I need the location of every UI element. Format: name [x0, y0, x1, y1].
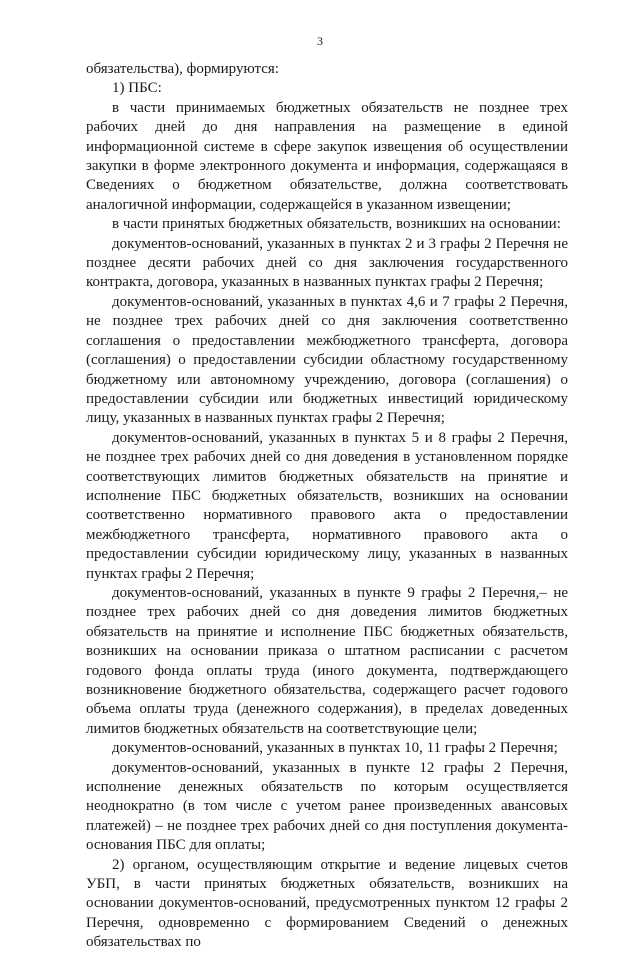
paragraph: в части принятых бюджетных обязательств, возникших на основании: — [112, 216, 561, 233]
paragraph: документов-оснований, указанных в пункте 12 графы 2 Перечня, исполнение денежных обязательств по которым осуществляется неоднократно (в том числе с учетом ранее произведенных авансовых платежей) – не позднее трех рабочих дней со дня поступления документа-основания ПБС для оплаты; — [86, 759, 568, 854]
paragraph: документов-оснований, указанных в пунктах 5 и 8 графы 2 Перечня, не позднее трех рабочих дней со дня доведения в установленном порядке соответствующих лимитов бюджетных обязательств на принятие и исполнение ПБС бюджетных обязательств, возникших на основании соответственно нормативного правового акта о предоставлении межбюджетного трансферта, нормативного правового акта о предоставлении субсидии юридическому лицу, указанных в названных пунктах графы 2 Перечня; — [86, 429, 568, 582]
paragraph: 2) органом, осуществляющим открытие и ведение лицевых счетов УБП, в части принятых бюджетных обязательств, возникших на основании документов-оснований, предусмотренных пунктом 12 графы 2 Перечня, одновременно с формированием Сведений о денежных обязательствах по — [86, 856, 568, 951]
document-body — [86, 60, 568, 953]
page-number: 3 — [317, 34, 323, 48]
paragraph: документов-оснований, указанных в пункте 9 графы 2 Перечня,– не позднее трех рабочих дней со дня доведения лимитов бюджетных обязательств на принятие и исполнение ПБС бюджетных обязательств, возникших на основании приказа о штатном расписании с расчетом годового фонда оплаты труда (иного документа, подтверждающего возникновение бюджетного обязательства, содержащего расчет годового объема оплаты труда (денежного содержания), в пределах доведенных лимитов бюджетных обязательств на соответствующие цели; — [86, 584, 568, 737]
paragraph: в части принимаемых бюджетных обязательств не позднее трех рабочих дней до дня направления на размещение в единой информационной системе в сфере закупок извещения об осуществлении закупки в форме электронного документа и информация, содержащаяся в Сведениях о бюджетном обязательстве, должна соответствовать аналогичной информации, содержащейся в указанном извещении; — [86, 99, 568, 213]
paragraph: обязательства), формируются: — [86, 61, 279, 77]
paragraph: документов-оснований, указанных в пунктах 10, 11 графы 2 Перечня; — [112, 740, 558, 757]
paragraph: документов-оснований, указанных в пунктах 2 и 3 графы 2 Перечня не позднее десяти рабочих дней со дня заключения государственного контракта, договора, указанных в названных пунктах графы 2 Перечня; — [86, 235, 568, 291]
paragraph: документов-оснований, указанных в пунктах 4,6 и 7 графы 2 Перечня, не позднее трех рабочих дней со дня заключения соответственно соглашения о предоставлении межбюджетного трансферта, договора (соглашения) о предоставлении субсидии областному государственному бюджетному или автономному учреждению, договора (соглашения) о предоставлении субсидии или бюджетных инвестиций юридическому лицу, указанных в названных пунктах графы 2 Перечня; — [86, 293, 568, 427]
paragraph: 1) ПБС: — [112, 80, 162, 97]
